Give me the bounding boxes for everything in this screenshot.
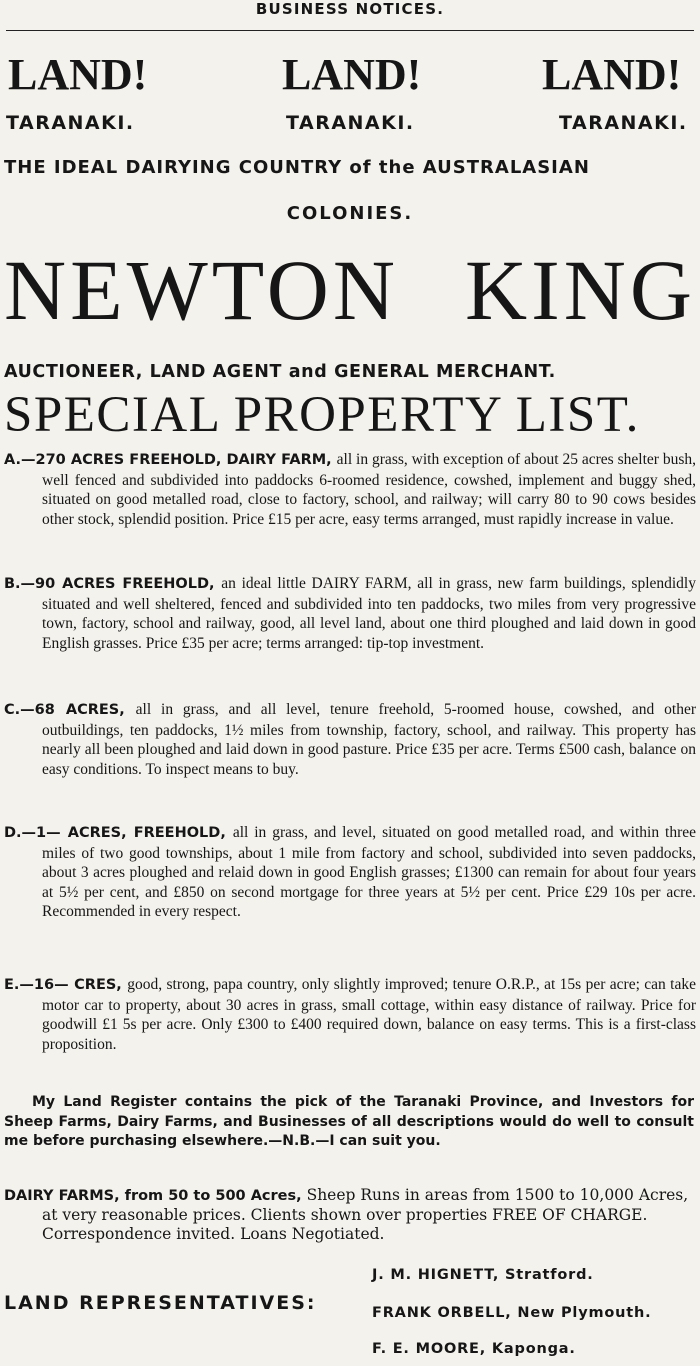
dairy-body: Sheep Runs in areas from 1500 to 10,000 Acres, at very reasonable prices. Clients shown over properties FREE OF CHARGE. Correspondence invited. Loans Negotiated. (42, 1186, 689, 1243)
tagline-continued: COLONIES. (286, 203, 414, 224)
land-heading-1: LAND! (8, 50, 148, 99)
listing-body: all in grass, with exception of about 25 acres shelter bush, well fenced and subdivided into paddocks 6-roomed residence, cowshed, implement and buggy shed, situated on good metalled road, close to factory, school, and railway; will carry 80 to 90 cows besides other stock, splendid position. Price £15 per acre, easy terms arranged, must rapidly increase in value. (42, 451, 696, 528)
tagline: THE IDEAL DAIRYING COUNTRY of the AUSTRALASIAN (4, 157, 590, 178)
taranaki-1: TARANAKI. (6, 112, 135, 134)
dairy-head: DAIRY FARMS, from 50 to 500 Acres, (4, 1188, 302, 1204)
listing-body: good, strong, papa country, only slightly improved; tenure O.R.P., at 15s per acre; can take motor car to property, about 30 acres in grass, small cottage, within easy distance of railway. Price for goodwill £1 5s per acre. Only £300 to £400 required down, balance on easy terms. This is a first-class proposition. (42, 976, 696, 1053)
listing-b (4, 574, 696, 653)
taranaki-2: TARANAKI. (286, 112, 415, 134)
listing-head: A.—270 ACRES FREEHOLD, DAIRY FARM, (4, 452, 332, 468)
dairy-farms-notice (4, 1186, 696, 1244)
special-list-heading: SPECIAL PROPERTY LIST. (4, 387, 640, 443)
advertiser-name: NEWTON KING (4, 242, 696, 338)
representative-moore: F. E. MOORE, Kaponga. (372, 1341, 576, 1357)
listing-d (4, 823, 696, 922)
land-heading-3: LAND! (542, 50, 682, 99)
listing-body: an ideal little DAIRY FARM, all in grass, new farm buildings, splendidly situated and well sheltered, fenced and subdivided into ten paddocks, two miles from very progressive town, factory, school and railway, good, all level land, about one third ploughed and laid down in good English grasses. Price £35 per acre; terms arranged: tip-top investment. (42, 575, 696, 652)
profession-line: AUCTIONEER, LAND AGENT and GENERAL MERCHANT. (4, 362, 556, 382)
land-banner (0, 45, 700, 105)
taranaki-3: TARANAKI. (559, 112, 688, 134)
listing-body: all in grass, and level, situated on good metalled road, and within three miles of two good townships, about 1 mile from factory and school, subdivided into seven paddocks, about 3 acres ploughed and relaid down in good English grasses; £1300 can remain for about four years at 5½ per cent, and £850 on second mortgage for three years at 5½ per cent. Price £29 10s per acre. Recommended in every respect. (42, 824, 696, 920)
header-rule (6, 30, 694, 31)
listing-a (4, 450, 696, 529)
taranaki-row (0, 112, 700, 142)
representative-orbell: FRANK ORBELL, New Plymouth. (372, 1305, 652, 1321)
listing-head: B.—90 ACRES FREEHOLD, (4, 576, 215, 592)
listing-body: all in grass, and all level, tenure freehold, 5-roomed house, cowshed, and other outbuildings, ten paddocks, 1½ miles from township, factory, school, and railway. This property has nearly all been ploughed and laid down in good pasture. Price £35 per acre. Terms £500 cash, balance on easy conditions. To inspect means to buy. (42, 701, 696, 778)
representative-hignett: J. M. HIGNETT, Stratford. (372, 1267, 594, 1283)
representatives-label: LAND REPRESENTATIVES: (4, 1292, 317, 1314)
listing-head: C.—68 ACRES, (4, 702, 125, 718)
land-register-notice: My Land Register contains the pick of the Taranaki Province, and Investors for Sheep Farms, Dairy Farms, and Businesses of all descriptions would do well to consult me before purchasing elsewhere.—N.B.—I can suit you. (4, 1094, 694, 1149)
listing-head: E.—16— CRES, (4, 977, 122, 993)
land-heading-2: LAND! (282, 50, 422, 99)
listing-head: D.—1— ACRES, FREEHOLD, (4, 825, 226, 841)
listing-c (4, 700, 696, 779)
listing-e (4, 975, 696, 1054)
section-header: BUSINESS NOTICES. (255, 0, 445, 18)
